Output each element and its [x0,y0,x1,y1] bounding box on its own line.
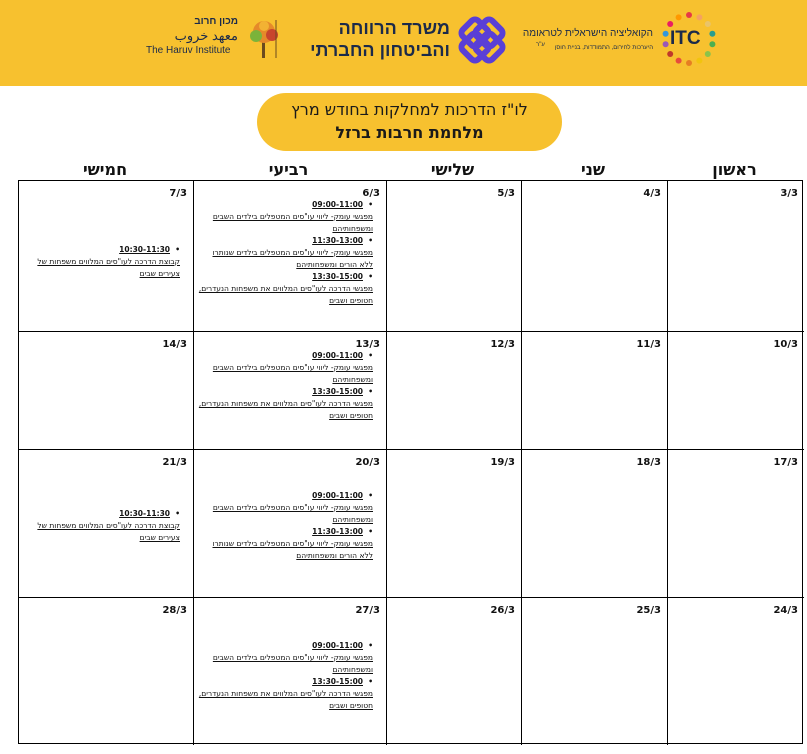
event-description: קבוצת הדרכה לעו"סים המלווים משפחות של צעירים שבים [37,257,180,278]
calendar-cell-tuesday [386,331,521,449]
event-item [198,235,373,271]
event-item [198,271,373,307]
event-time: • 13:30-15:00 [198,676,373,688]
event-description: מפגשי הדרכה לעו"סים המלווים את משפחות הנעדרים, חטופים ושבים [198,399,373,420]
cell-date: 3/3 [780,188,798,199]
ring-dot [676,14,682,20]
ring-dot [676,58,682,64]
cell-date: 19/3 [490,457,515,468]
cell-date: 11/3 [636,339,661,350]
itc-logo [522,8,721,70]
event-description: מפגשי עומק- ליווי עו"סים המטפלים בילדים השבים ומשפחותיהם [212,212,373,233]
event-item [23,244,180,280]
calendar-cell-thursday [19,597,193,745]
haruv-name-english: The Haruv Institute [146,45,231,56]
ring-dot [709,31,715,37]
calendar-cell-tuesday [386,181,521,331]
cell-date: 20/3 [355,457,380,468]
cell-date: 28/3 [162,605,187,616]
calendar-cell-monday [521,181,667,331]
event-time: • 13:30-15:00 [198,271,373,283]
event-time: • 09:00-11:00 [198,350,373,362]
ring-dot [705,21,711,27]
cell-date: 26/3 [490,605,515,616]
itc-org-name: הקואליציה הישראלית לטראומה [522,28,653,39]
page-subtitle: מלחמת חרבות ברזל [335,123,484,142]
calendar-cell-thursday [19,331,193,449]
event-item [198,490,373,526]
calendar-cell-wednesday [193,449,386,597]
ministry-name-line2: והביטחון החברתי [310,40,450,60]
ring-dot [696,58,702,64]
calendar-cell-tuesday [386,449,521,597]
page-title: לו"ז הדרכות למחלקות בחודש מרץ [291,100,528,119]
event-time: • 13:30-15:00 [198,386,373,398]
ring-dot [667,51,673,57]
event-description: מפגשי עומק- ליווי עו"סים המטפלים בילדים שנותרו ללא הורים ומשפחותיהם [212,539,373,560]
ring-dot [663,31,669,37]
itc-org-note: ע"ר [536,42,545,48]
cell-date: 18/3 [636,457,661,468]
ring-dot [663,41,669,47]
title-pill [257,93,562,151]
event-item [198,640,373,676]
ministry-logo [300,12,510,72]
cell-date: 7/3 [169,188,187,199]
cell-date: 25/3 [636,605,661,616]
event-item [198,526,373,562]
header-banner [0,0,807,86]
event-time: • 10:30-11:30 [23,244,180,256]
ring-dot [705,51,711,57]
cell-date: 21/3 [162,457,187,468]
calendar-cell-monday [521,331,667,449]
event-list [198,640,373,712]
calendar-cell-tuesday [386,597,521,745]
event-description: מפגשי הדרכה לעו"סים המלווים את משפחות הנעדרים, חטופים ושבים [198,689,373,710]
event-description: קבוצת הדרכה לעו"סים המלווים משפחות של צעירים שבים [37,521,180,542]
cell-date: 27/3 [355,605,380,616]
event-description: מפגשי הדרכה לעו"סים המלווים את משפחות הנעדרים, חטופים ושבים [198,284,373,305]
day-name-wednesday: רביעי [268,160,309,179]
calendar-cell-wednesday [193,331,386,449]
event-list [23,508,180,544]
day-name-thursday: חמישי [82,160,128,179]
ministry-knot-icon [454,12,510,68]
event-time: • 10:30-11:30 [23,508,180,520]
event-description: מפגשי עומק- ליווי עו"סים המטפלים בילדים השבים ומשפחותיהם [212,503,373,524]
cell-date: 4/3 [643,188,661,199]
calendar-cell-monday [521,597,667,745]
event-description: מפגשי עומק- ליווי עו"סים המטפלים בילדים שנותרו ללא הורים ומשפחותיהם [212,248,373,269]
ring-dot [709,41,715,47]
event-time: • 09:00-11:00 [198,640,373,652]
event-time: • 11:30-13:00 [198,235,373,247]
cell-date: 13/3 [355,339,380,350]
event-time: • 09:00-11:00 [198,199,373,211]
event-time: • 09:00-11:00 [198,490,373,502]
event-item [198,199,373,235]
event-description: מפגשי עומק- ליווי עו"סים המטפלים בילדים השבים ומשפחותיהם [212,653,373,674]
haruv-logo [140,14,290,64]
event-time: • 11:30-13:00 [198,526,373,538]
calendar-cell-sunday [667,331,804,449]
cell-date: 12/3 [490,339,515,350]
calendar-cell-thursday [19,181,193,331]
event-item [23,508,180,544]
itc-org-subtitle: היערכות לחירום, התמודדות, בניית חוסן [554,45,653,51]
event-list [23,244,180,280]
event-list [198,490,373,562]
cell-date: 17/3 [773,457,798,468]
ring-dot [667,21,673,27]
cell-date: 24/3 [773,605,798,616]
event-item [198,350,373,386]
calendar-cell-thursday [19,449,193,597]
cell-date: 14/3 [162,339,187,350]
calendar-cell-sunday [667,449,804,597]
event-description: מפגשי עומק- ליווי עו"סים המטפלים בילדים השבים ומשפחותיהם [212,363,373,384]
calendar-cell-monday [521,449,667,597]
calendar-cell-sunday [667,597,804,745]
day-name-monday: שני [580,160,606,179]
tree-icon [246,18,282,60]
calendar-cell-wednesday [193,597,386,745]
cell-date: 5/3 [497,188,515,199]
day-name-sunday: ראשון [712,160,757,179]
calendar-cell-sunday [667,181,804,331]
ministry-name-line1: משרד הרווחה [338,18,450,38]
itc-logo-text: ITC [670,28,701,49]
event-item [198,676,373,712]
ring-dot [696,14,702,20]
cell-date: 10/3 [773,339,798,350]
calendar-cell-wednesday [193,181,386,331]
cell-date: 6/3 [362,188,380,199]
haruv-name-hebrew: מכון חרוב [194,16,238,27]
calendar-grid [18,180,803,744]
ring-dot [686,60,692,66]
haruv-name-arabic: معهد خروب [174,28,238,43]
ring-dot [686,12,692,18]
day-name-tuesday: שלישי [430,160,475,179]
event-item [198,386,373,422]
event-list [198,199,373,307]
event-list [198,350,373,422]
